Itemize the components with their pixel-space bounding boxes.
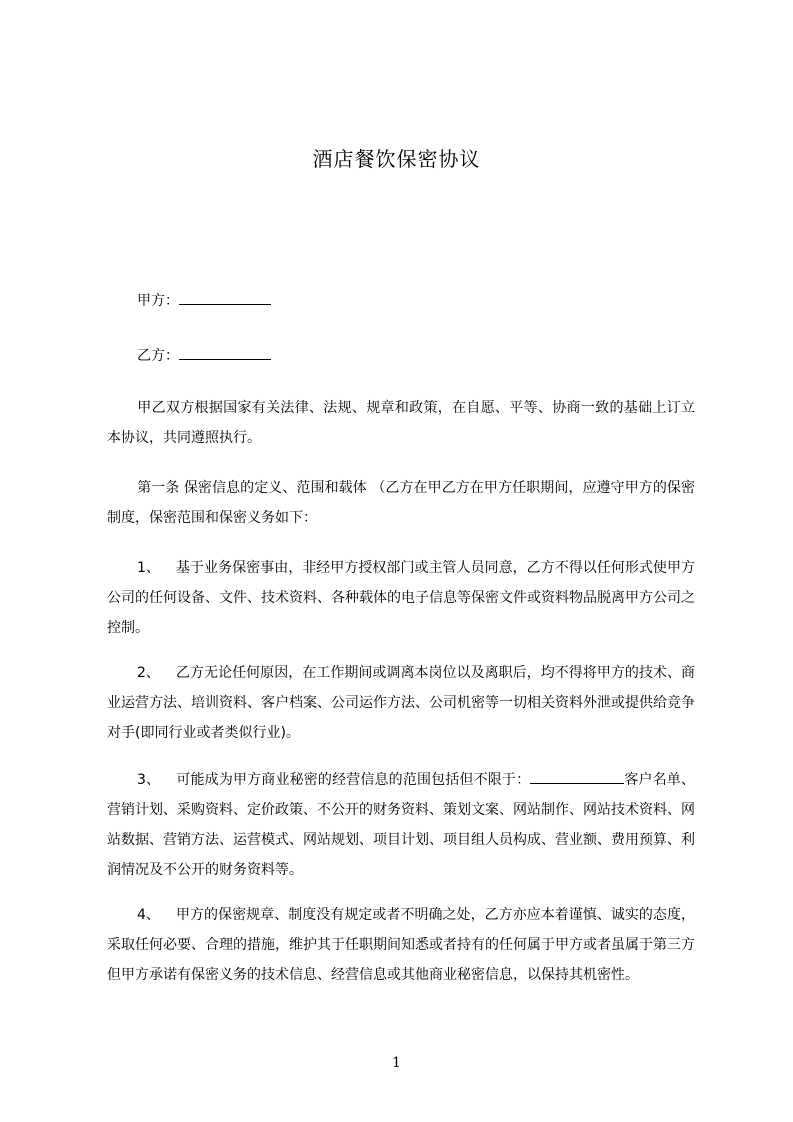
clause-1 <box>107 553 695 643</box>
document-title: 酒店餐饮保密协议 <box>312 147 481 171</box>
party-b-field <box>137 345 271 366</box>
clause-3 <box>107 765 695 885</box>
clause-1-number: 1、 <box>137 560 160 576</box>
party-a-label: 甲方： <box>137 293 179 309</box>
clause-4 <box>107 900 695 990</box>
party-b-label: 乙方： <box>137 348 179 364</box>
party-a-field <box>137 290 271 311</box>
article-1-paragraph <box>107 473 695 533</box>
clause-3-text-after: 客户名单、营销计划、采购资料、定价政策、不公开的财务资料、策划文案、网站制作、网站技术资料、网站数据、营销方法、运营模式、网站规划、项目计划、项目组人员构成、营业额、费用预算、利润情况及不公开的财务资料等。 <box>107 772 695 878</box>
clause-4-text: 甲方的保密规章、制度没有规定或者不明确之处，乙方亦应本着谨慎、诚实的态度，采取任何必要、合理的措施，维护其于任职期间知悉或者持有的任何属于甲方或者虽属于第三方但甲方承诺有保密义务的技术信息、经营信息或其他商业秘密信息，以保持其机密性。 <box>107 907 695 983</box>
party-b-blank <box>179 345 271 360</box>
clause-2 <box>107 658 695 748</box>
clause-2-number: 2、 <box>137 665 160 681</box>
clause-2-text: 乙方无论任何原因，在工作期间或调离本岗位以及离职后，均不得将甲方的技术、商业运营方法、培训资料、客户档案、公司运作方法、公司机密等一切相关资料外泄或提供给竞争对手(即同行业或者类似行业)。 <box>107 665 695 741</box>
clause-4-number: 4、 <box>137 907 160 923</box>
clause-1-text: 基于业务保密事由，非经甲方授权部门或主管人员同意，乙方不得以任何形式使甲方公司的任何设备、文件、技术资料、各种载体的电子信息等保密文件或资料物品脱离甲方公司之控制。 <box>107 560 695 636</box>
party-a-blank <box>179 290 271 305</box>
article-1-text: 第一条 保密信息的定义、范围和载体 （乙方在甲乙方在甲方任职期间，应遵守甲方的保密制度，保密范围和保密义务如下： <box>107 480 695 526</box>
clause-3-blank <box>530 769 624 784</box>
intro-text: 甲乙双方根据国家有关法律、法规、规章和政策，在自愿、平等、协商一致的基础上订立本协议，共同遵照执行。 <box>107 400 695 446</box>
page-number: 1 <box>392 1055 401 1071</box>
intro-paragraph <box>107 393 695 453</box>
clause-3-number: 3、 <box>137 772 161 788</box>
clause-3-text-before: 可能成为甲方商业秘密的经营信息的范围包括但不限于： <box>176 772 531 788</box>
